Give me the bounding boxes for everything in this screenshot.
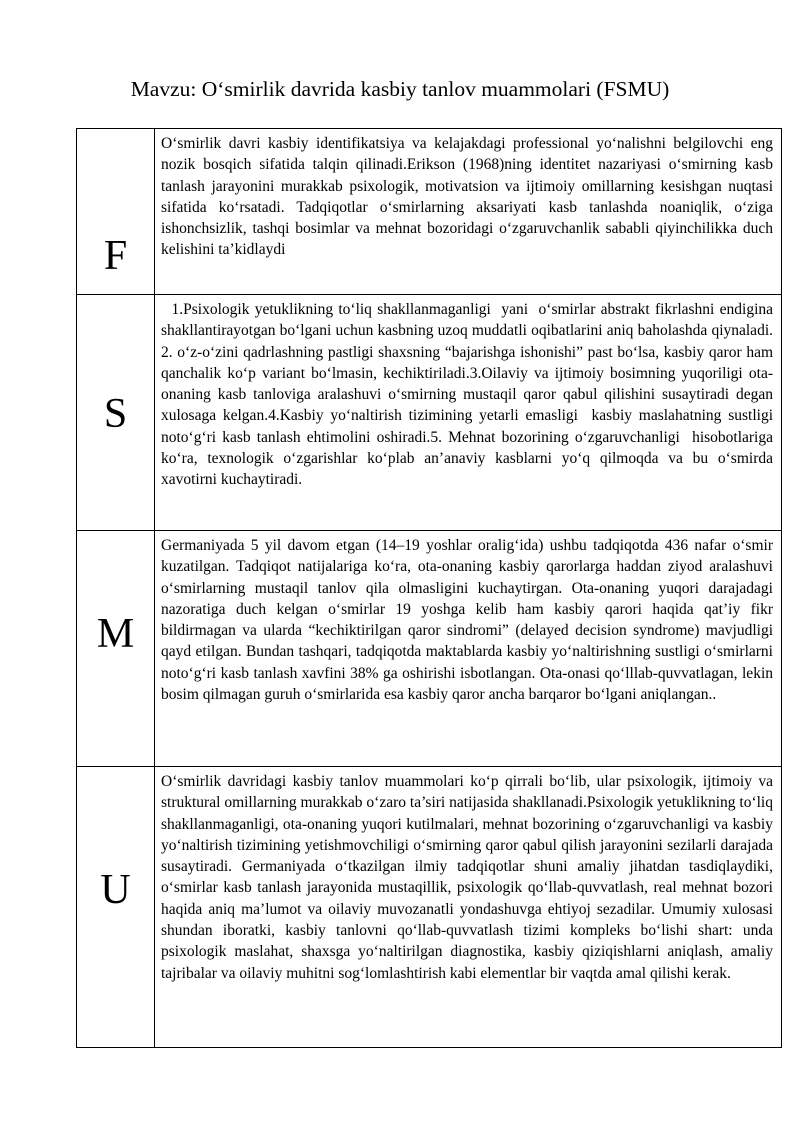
letter-u: U <box>100 867 131 913</box>
letter-cell-u <box>77 767 155 1048</box>
letter-s: S <box>103 391 128 437</box>
text-cell-m <box>155 531 782 767</box>
text-cell-s <box>155 295 782 531</box>
text-cell-u <box>155 767 782 1048</box>
letter-cell-f <box>77 129 155 295</box>
table-row-s <box>77 295 782 531</box>
paragraph-s: 1.Psixologik yetuklikning to‘liq shakllanmaganligi yani o‘smirlar abstrakt fikrlashni endigina shakllantirayotgan bo‘lgani uchun kasbning uzoq muddatli oqibatlarini aniq baholashda qiynaladi. 2. o‘z-o‘zini qadrlashning pastligi shaxsning “bajarishga ishonishi” past bo‘lsa, kasbiy qaror ham qanchalik ko‘p variant bo‘lmasin, kechiktiriladi.3.Oilaviy va ijtimoiy bosimning yuqoriligi ota-onaning kasb tanloviga aralashuvi o‘smirning mustaqil qaror qabul qilishini susaytiradi degan xulosaga kelgan.4.Kasbiy yo‘naltirish tizimining yetarli emasligi kasbiy maslahatning sustligi noto‘g‘ri kasb tanlash ehtimolini oshiradi.5. Mehnat bozorining o‘zgaruvchanligi hisobotlariga ko‘ra, texnologik o‘zgarishlar ko‘plab an’anaviy kasblarni yo‘q qilmoqda va bu o‘smirda xavotirni kuchaytiradi. <box>161 301 777 489</box>
paragraph-f: O‘smirlik davri kasbiy identifikatsiya va kelajakdagi professional yo‘nalishni belgilovchi eng nozik bosqich sifatida talqin qilinadi.Erikson (1968)ning identitet nazariyasi o‘smirning kasb tanlash jarayonini murakkab psixologik, motivatsion va ijtimoiy omillarning kesishgan nuqtasi sifatida ko‘rsatadi. Tadqiqotlar o‘smirlarning aksariyati kasb tanlashda noaniqlik, o‘ziga ishonchsizlik, tashqi bosimlar va mehnat bozoridagi o‘zgaruvchanlik sababli qiyinchilikka duch kelishini ta’kidlaydi <box>161 135 773 259</box>
letter-f: F <box>103 233 128 279</box>
title-text: O‘smirlik davrida kasbiy tanlov muammolari (FSMU) <box>201 77 670 101</box>
table-row-f <box>77 129 782 295</box>
table-row-u <box>77 767 782 1048</box>
fsmu-table <box>76 128 782 1048</box>
letter-cell-s <box>77 295 155 531</box>
letter-cell-m <box>77 531 155 767</box>
paragraph-u: O‘smirlik davridagi kasbiy tanlov muammolari ko‘p qirrali bo‘lib, ular psixologik, ijtimoiy va struktural omillarning murakkab o‘zaro ta’siri natijasida shakllanadi.Psixologik yetuklikning to‘liq shakllanmaganligi, ota-onaning yuqori kutilmalari, mehnat bozorining o‘zgaruvchanligi va kasbiy yo‘naltirish tizimining yetishmovchiligi o‘smirning qaror qabul qilish jarayonini sezilarli darajada susaytiradi. Germaniyada o‘tkazilgan ilmiy tadqiqotlar shuni amaliy jihatdan tasdiqlaydiki, o‘smirlar kasb tanlash jarayonida mustaqillik, psixologik qo‘llab-quvvatlash, real mehnat bozori haqida aniq ma’lumot va oilaviy muvozanatli yondashuvga ehtiyoj sezadilar. Umumiy xulosasi shundan iboratki, kasbiy tanlovni qo‘llab-quvvatlash tizimi kompleks bo‘lishi shart: unda psixologik maslahat, shaxsga yo‘naltirilgan diagnostika, kasbiy qiziqishlarni aniqlash, amaliy tajribalar va oilaviy muhitni sog‘lomlashtirish kabi elementlar bir vaqtda amal qilishi kerak. <box>161 773 773 982</box>
page-title <box>0 74 800 104</box>
text-cell-f <box>155 129 782 295</box>
paragraph-m: Germaniyada 5 yil davom etgan (14–19 yoshlar oralig‘ida) ushbu tadqiqotda 436 nafar o‘smir kuzatilgan. Tadqiqot natijalariga ko‘ra, ota-onaning kasbiy qarorlarga haddan ziyod aralashuvi o‘smirlarning mustaqil tanlov qila olmasligini kuchaytirgan. Ota-onaning yuqori darajadagi nazoratiga duch kelgan o‘smirlar 19 yoshga kelib ham kasbiy qarori haqida qat’iy fikr bildirmagan va ularda “kechiktirilgan qaror sindromi” (delayed decision syndrome) mavjudligi qayd etilgan. Bundan tashqari, tadqiqotda maktablarda kasbiy yo‘naltirishning sustligi o‘smirlarni noto‘g‘ri kasb tanlash xavfini 38% ga oshirishi isbotlangan. Ota-onasi qo‘lllab-quvvatlagan, lekin bosim qilmagan guruh o‘smirlarida esa kasbiy qaror ancha barqaror bo‘lgani aniqlangan.. <box>161 537 773 704</box>
letter-m: M <box>96 611 135 657</box>
table-row-m <box>77 531 782 767</box>
title-prefix: Mavzu: <box>130 77 197 101</box>
